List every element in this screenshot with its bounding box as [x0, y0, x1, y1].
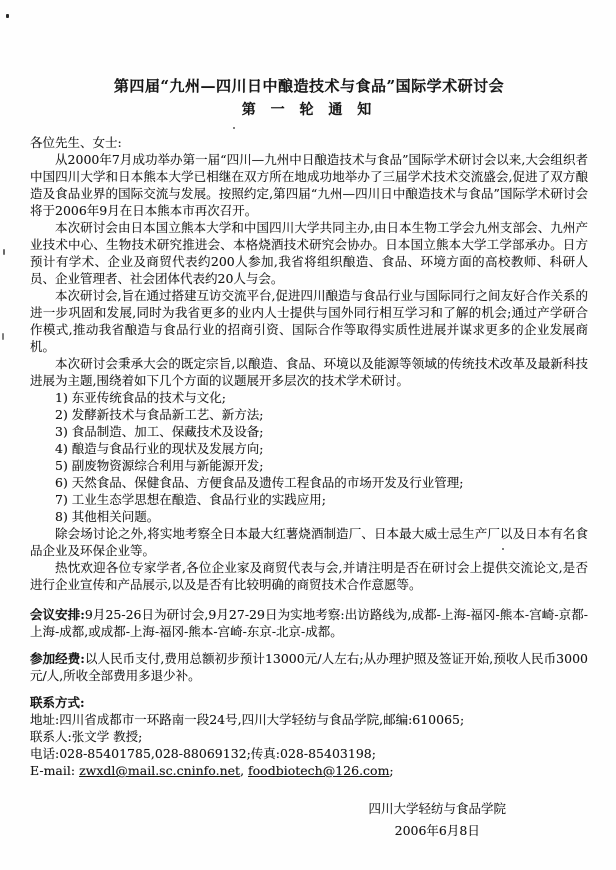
contact-person: 联系人:张文学 教授;: [30, 729, 143, 744]
topic-item-4: 4) 酿造与食品行业的现状及发展方向;: [55, 441, 264, 456]
schedule-text: 9月25-26日为研讨会,9月27-29日为实地考察:出访路线为,成都-上海-福冈-熊本-宫崎-京都-上海-成都,或成都-上海-福冈-熊本-宫崎-东京-北京-成都。: [30, 607, 588, 639]
document-title: 第四届“九州—四川日中酿造技术与食品”国际学术研讨会: [113, 77, 505, 95]
paragraph-themes-intro: 本次研讨会秉承大会的既定宗旨,以酿造、食品、环境以及能源等领域的传统技术改革及最新科技进展为主题,围绕着如下几个方面的议题展开多层次的技术学术研讨。: [30, 356, 588, 388]
fee-line: [30, 650, 588, 684]
paragraph-organizers: 本次研讨会由日本国立熊本大学和中国四川大学共同主办,由日本生物工学会九州支部会、九州产业技术中心、生物技术研究推进会、本格烧酒技术研究会协办。日本国立熊本大学工学部承办。日方预计有学术、企业及商贸代表约200人参加,我省将组织酿造、食品、环境方面的高校教师、科研人员、企业管理者、社会团体代表约20人与会。: [30, 220, 588, 286]
topic-item-8: 8) 其他相关问题。: [55, 509, 160, 524]
paragraph-purpose: 本次研讨会,旨在通过搭建互访交流平台,促进四川酿造与食品行业与国际同行之间友好合作关系的进一步巩固和发展,同时为我省更多的业内人士提供与国外同行相互学习和了解的机会;通过产学研合作模式,推动我省酿造与食品行业的招商引资、国际合作等取得实质性进展并谋求更多的企业发展商机。: [30, 288, 588, 354]
email-address-1: zwxdl@mail.sc.cninfo.net: [79, 763, 241, 778]
scan-speck: [3, 249, 5, 255]
fee-text: 以人民币支付,费用总额初步预计13000元/人左右;从办理护照及签证开始,预收人民币3000元/人,所收全部费用多退少补。: [30, 651, 588, 683]
email-terminator: ;: [389, 763, 394, 778]
salutation: 各位先生、女士:: [30, 135, 122, 150]
contact-phone: 电话:028-85401785,028-88069132;传真:028-85403198;: [30, 746, 376, 761]
paragraph-history: 从2000年7月成功举办第一届“四川—九州中日酿造技术与食品”国际学术研讨会以来,大会组织者中国四川大学和日本熊本大学已相继在双方所在地成功地举办了三届学术技术交流盛会,促进了双方酿造及食品业界的国际交流与发展。按照约定,第四届“九州—四川日中酿造技术与食品”国际学术研讨会将于2006年9月在日本熊本市再次召开。: [30, 152, 588, 218]
topic-item-2: 2) 发酵新技术与食品新工艺、新方法;: [55, 407, 264, 422]
scan-speck: [2, 333, 4, 340]
contact-section: [30, 694, 588, 779]
scan-speck: [6, 14, 9, 18]
topic-item-6: 6) 天然食品、保健食品、方便食品及遗传工程食品的市场开发及行业管理;: [55, 475, 464, 490]
contact-heading: 联系方式:: [30, 695, 85, 710]
schedule-line: [30, 606, 588, 640]
document-subtitle: 第 一 轮 通 知: [241, 102, 377, 118]
topic-item-3: 3) 食品制造、加工、保藏技术及设备;: [55, 424, 264, 439]
email-label: E-mail:: [30, 763, 76, 778]
schedule-label: 会议安排:: [30, 607, 85, 622]
paragraph-welcome: 热忱欢迎各位专家学者,各位企业家及商贸代表与会,并请注明是否在研讨会上提供交流论文,是否进行企业宣传和产品展示,以及是否有比较明确的商贸技术合作意愿等。: [30, 560, 588, 592]
signature-date: 2006年6月8日: [394, 823, 480, 838]
fee-label: 参加经费:: [30, 651, 85, 666]
topic-item-5: 5) 副废物资源综合利用与新能源开发;: [55, 458, 264, 473]
document-body: [30, 76, 588, 842]
email-separator: ,: [240, 763, 245, 778]
topic-item-1: 1) 东亚传统食品的技术与文化;: [55, 390, 227, 405]
paragraph-field-trip: 除会场讨论之外,将实地考察全日本最大红薯烧酒制造厂、日本最大威士忌生产厂以及日本有名食品企业及环保企业等。: [30, 526, 588, 558]
signature-org: 四川大学轻纺与食品学院: [368, 801, 506, 816]
signature-block: [368, 798, 506, 842]
email-address-2: foodbiotech@126.com: [248, 763, 390, 778]
contact-address: 地址:四川省成都市一环路南一段24号,四川大学轻纺与食品学院,邮编:610065;: [30, 712, 465, 727]
contact-email-line: [30, 762, 588, 779]
topic-item-7: 7) 工业生态学思想在酿造、食品行业的实践应用;: [55, 492, 327, 507]
topic-list: [30, 389, 588, 525]
